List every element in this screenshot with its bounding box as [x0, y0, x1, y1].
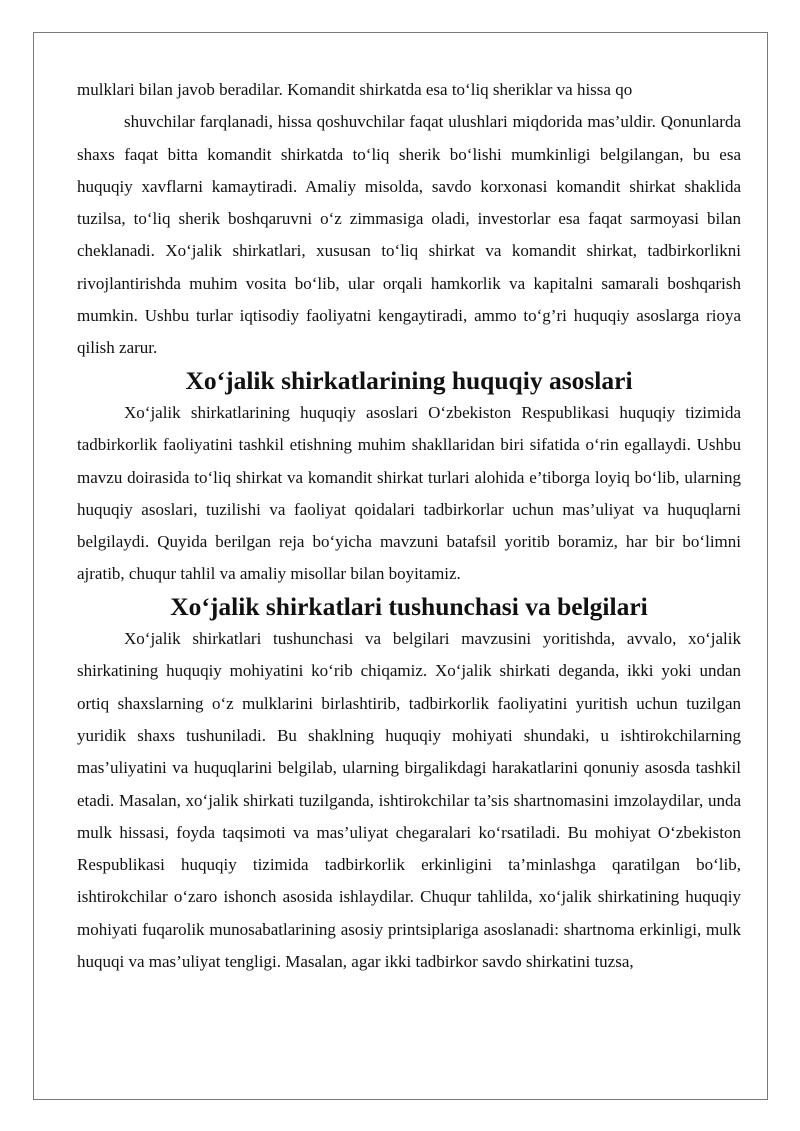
document-body: [77, 74, 741, 978]
paragraph-continuation: mulklari bilan javob beradilar. Komandit shirkatda esa to‘liq sheriklar va hissa qo: [77, 80, 633, 99]
paragraph-legal-basis: Xo‘jalik shirkatlarining huquqiy asoslari O‘zbekiston Respublikasi huquqiy tizimida tadbirkorlik faoliyatini tashkil etishning muhim shakllaridan biri sifatida o‘rin egallaydi. Ushbu mavzu doirasida to‘liq shirkat va komandit shirkat turlari alohida e’tiborga loyiq bo‘lib, ularning huquqiy asoslari, tuzilishi va faoliyat qoidalari tadbirkorlar uchun mas’uliyat va huquqlarni belgilaydi. Quyida berilgan reja bo‘yicha mavzuni batafsil yoritib boramiz, har bir bo‘limni ajratib, chuqur tahlil va amaliy misollar bilan boyitamiz.: [77, 402, 741, 584]
section-heading-concept: Xo‘jalik shirkatlari tushunchasi va belgilari: [170, 591, 648, 621]
section-heading-legal-basis: Xo‘jalik shirkatlarining huquqiy asoslari: [185, 365, 633, 395]
paragraph-shirkat-types: shuvchilar farqlanadi, hissa qoshuvchilar faqat ulushlari miqdorida mas’uldir. Qonunlarda shaxs faqat bitta komandit shirkatda to‘liq sherik bo‘lishi mumkinligi belgilangan, bu esa huquqiy xavflarni kamaytiradi. Amaliy misolda, savdo korxonasi komandit shirkat shaklida tuzilsa, to‘liq sherik boshqaruvni o‘z zimmasiga oladi, investorlar esa faqat sarmoyasi bilan cheklanadi. Xo‘jalik shirkatlari, xususan to‘liq shirkat va komandit shirkat, tadbirkorlikni rivojlantirishda muhim vosita bo‘lib, ular orqali hamkorlik va kapitalni samarali boshqarish mumkin. Ushbu turlar iqtisodiy faoliyatni kengaytiradi, ammo to‘g’ri huquqiy asoslarga rioya qilish zarur.: [77, 112, 741, 358]
paragraph-concept: Xo‘jalik shirkatlari tushunchasi va belgilari mavzusini yoritishda, avvalo, xo‘jalik shirkatining huquqiy mohiyatini ko‘rib chiqamiz. Xo‘jalik shirkati deganda, ikki yoki undan ortiq shaxslarning o‘z mulklarini birlashtirib, tadbirkorlik faoliyatini yuritish uchun tuzilgan yuridik shaxs tushuniladi. Bu shaklning huquqiy mohiyati shundaki, u ishtirokchilarning mas’uliyatini va huquqlarini belgilab, ularning birgalikdagi harakatlarini qonuniy asosda tashkil etadi. Masalan, xo‘jalik shirkati tuzilganda, ishtirokchilar ta’sis shartnomasini imzolaydilar, unda mulk hissasi, foyda taqsimoti va mas’uliyat chegaralari ko‘rsatiladi. Bu mohiyat O‘zbekiston Respublikasi huquqiy tizimida tadbirkorlik erkinligini ta’minlashga qaratilgan bo‘lib, ishtirokchilar o‘zaro ishonch asosida ishlaydilar. Chuqur tahlilda, xo‘jalik shirkatining huquqiy mohiyati fuqarolik munosabatlarining asosiy printsiplariga asoslanadi: shartnoma erkinligi, mulk huquqi va mas’uliyat tengligi. Masalan, agar ikki tadbirkor savdo shirkatini tuzsa,: [77, 629, 741, 972]
